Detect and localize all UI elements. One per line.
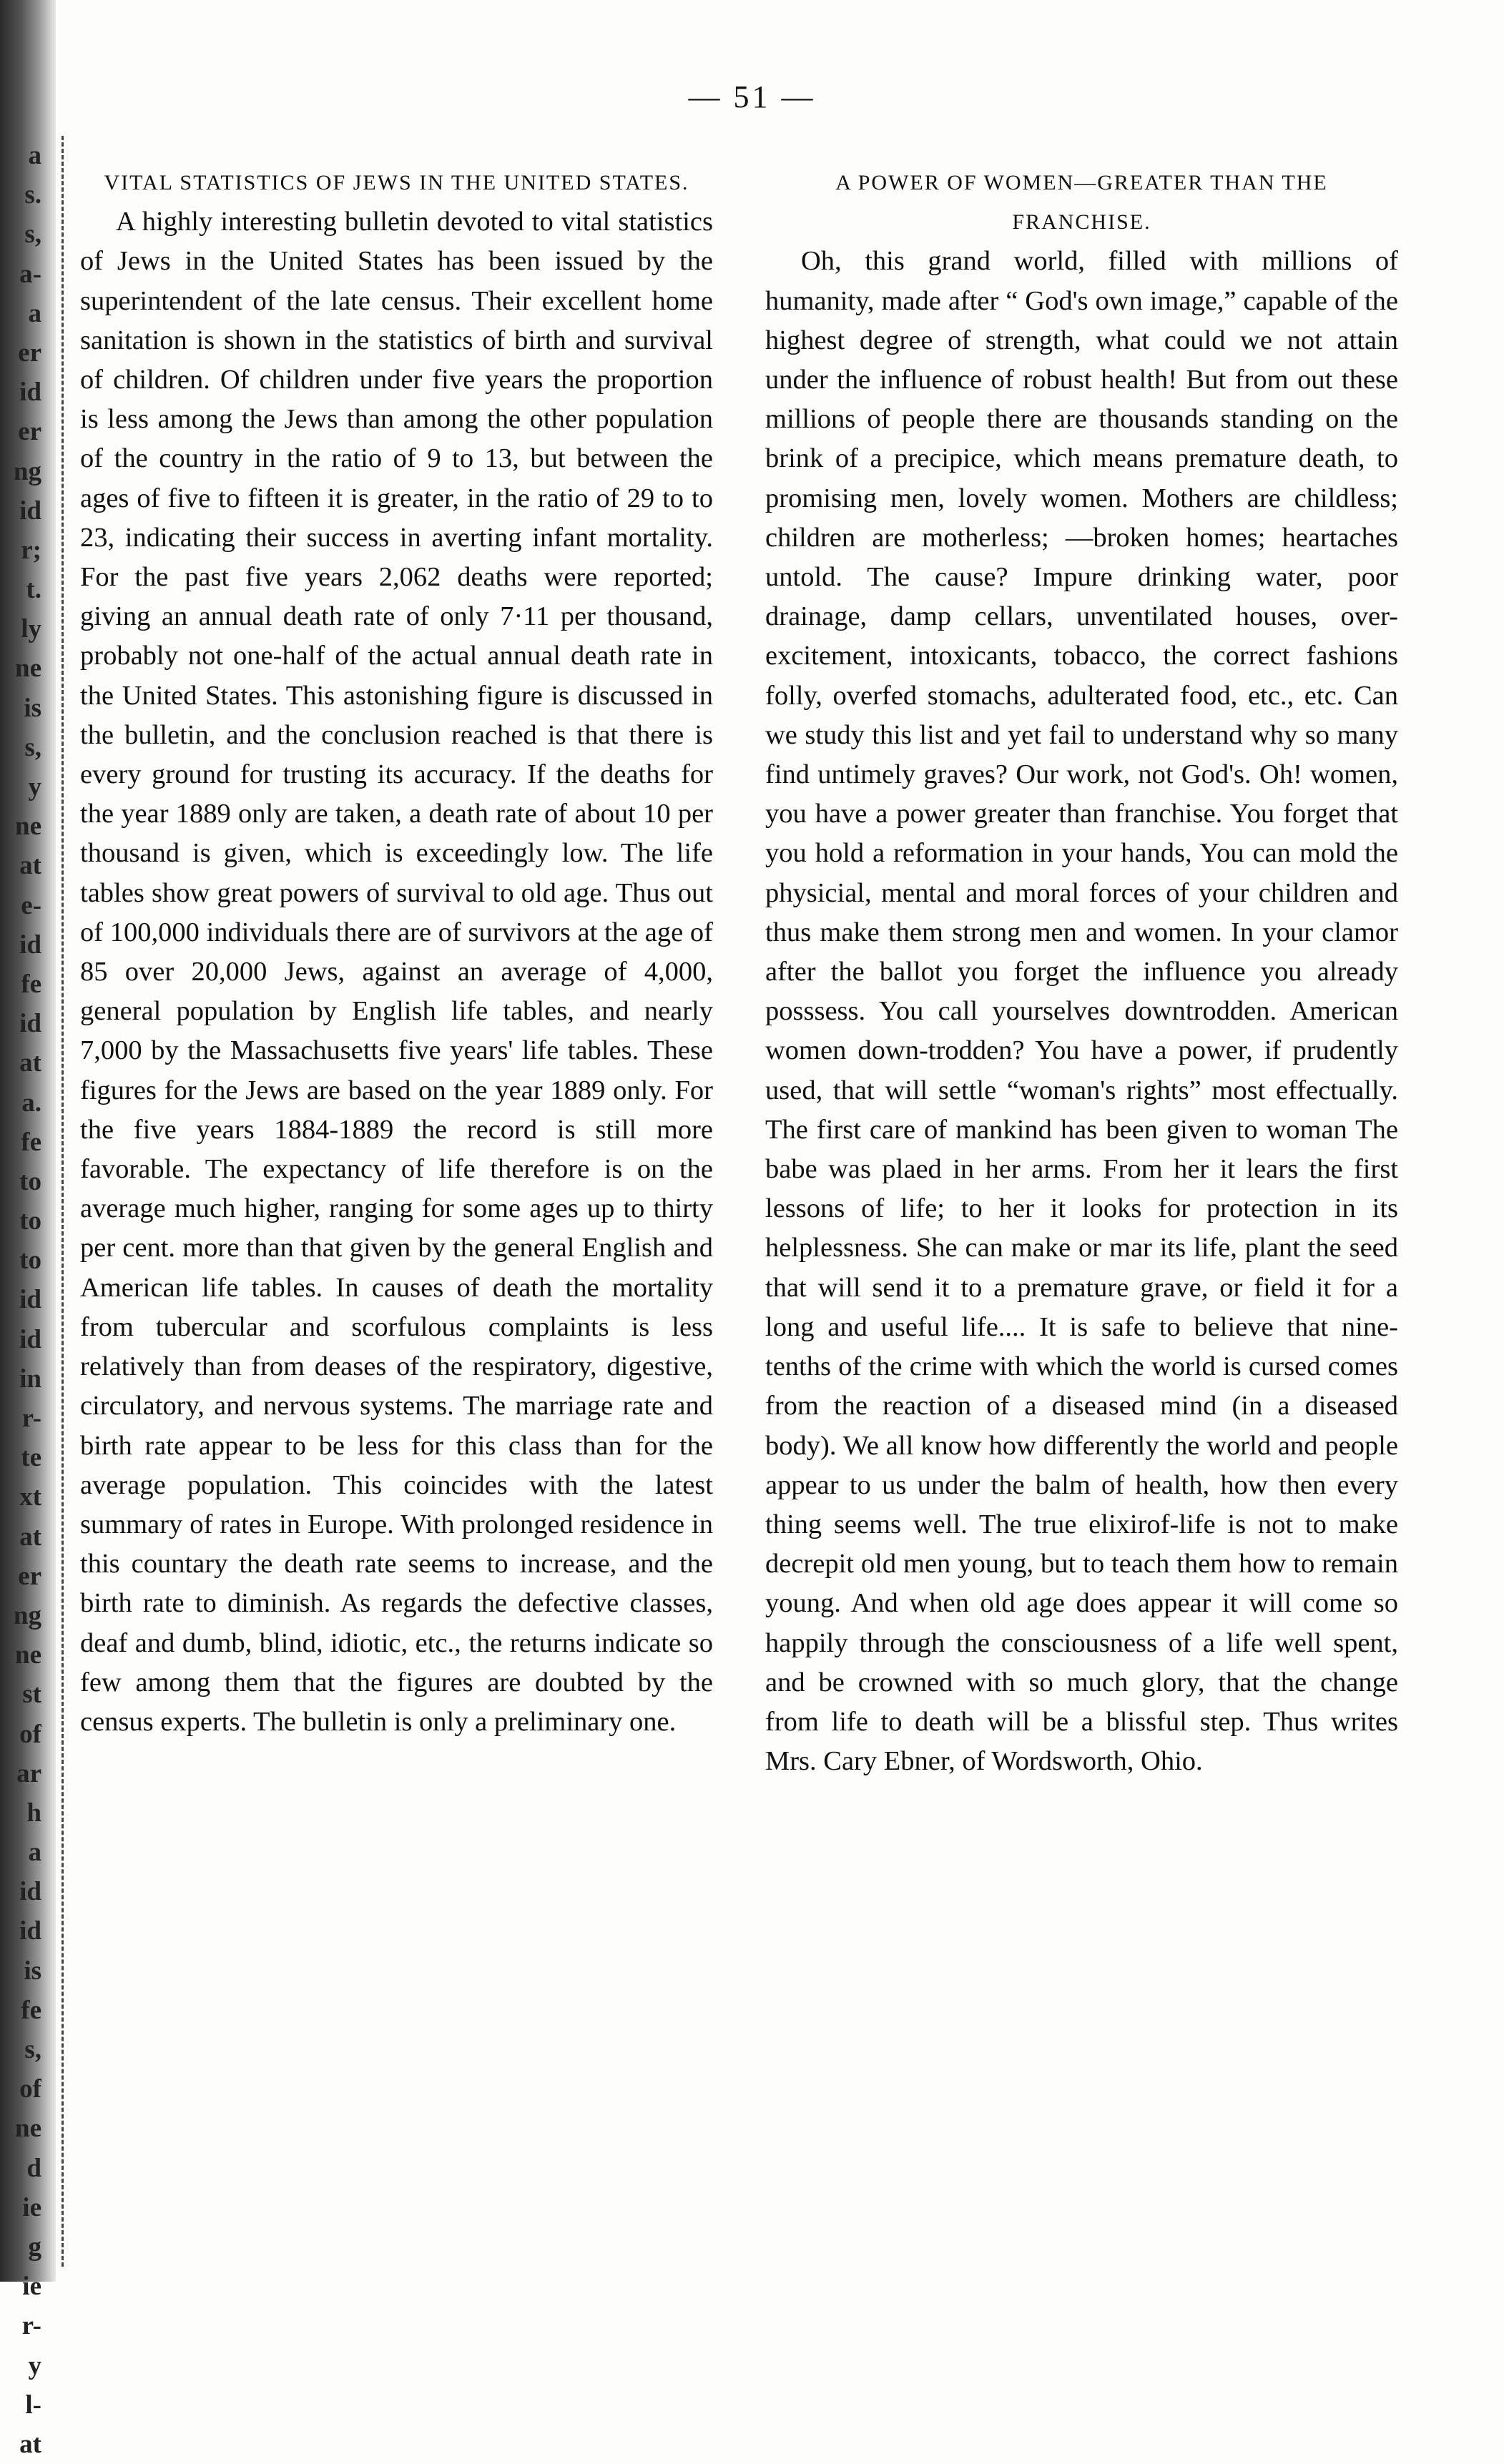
- right-article-body: Oh, this grand world, filled with millions of humanity, made after “ God's own image,” capable of the highest degree of strength, what could we not attain under the influence of robust health! But from out these millions of people there are thousands standing on the brink of a precipice, which means premature death, to promising men, lovely women. Mothers are childless; children are motherless; —broken homes; heartaches untold. The cause? Impure drinking water, poor drainage, damp cellars, unventilated houses, over-excitement, intoxicants, tobacco, the correct fashions folly, overfed stomachs, adulterated food, etc., etc. Can we study this list and yet fail to understand why so many find untimely graves? Our work, not God's. Oh! women, you have a power greater than franchise. You forget that you hold a reformation in your hands, You can mold the physicial, mental and moral forces of your children and thus make them strong men and women. In your clamor after the ballot you forget the influence you already posssess. You call yourselves downtrodden. American women down-trodden? You have a power, if prudently used, that will settle “woman's rights” most effectually. The first care of mankind has been given to woman The babe was plaed in her arms. From her it lears the first lessons of life; to her it looks for protection in its helplessness. She can make or mar its life, plant the seed that will send it to a premature grave, or field it for a long and useful life.... It is safe to believe that nine-tenths of the crime with which the world is cursed comes from the reaction of a diseased mind (in a diseased body). We all know how differently the world and people appear to us under the balm of health, how then every thing seems well. The true elixirof-life is not to make decrepit old men young, but to teach them how to remain young. And when old age does appear it will come so happily through the consciousness of a life well spent, and be crowned with so much glory, that the change from life to death will be a blissful step. Thus writes Mrs. Cary Ebner, of Wordsworth, Ohio.: [765, 246, 1398, 1777]
- right-article-title: A POWER OF WOMEN—GREATER THAN THE FRANCHISE.: [835, 171, 1328, 235]
- margin-fragment: fe: [21, 1127, 41, 1157]
- right-column: [765, 163, 1398, 1781]
- margin-fragment: r;: [21, 535, 41, 565]
- margin-fragment: ne: [15, 2114, 41, 2144]
- margin-fragment: y: [28, 772, 41, 802]
- margin-fragment: ng: [13, 456, 41, 486]
- margin-fragment: d: [26, 2153, 41, 2183]
- margin-fragment: a: [28, 141, 41, 170]
- margin-fragment: g: [28, 2232, 41, 2262]
- margin-fragment: h: [26, 1798, 41, 1828]
- margin-fragment: id: [19, 1877, 41, 1907]
- margin-fragment: fe: [21, 1995, 41, 2025]
- margin-fragment: s,: [24, 220, 41, 250]
- left-article-body: A highly interesting bulletin devoted to vital statistics of Jews in the United States has been issued by the superintendent of the late census. Their excellent home sanitation is shown in the statistics of birth and survival of children. Of children under five years the proportion is less among the Jews than among the other population of the country in the ratio of 9 to 13, but between the ages of five to fifteen it is greater, in the ratio of 29 to to 23, indicating their success in averting infant mortality. For the past five years 2,062 deaths were reported; giving an annual death rate of only 7·11 per thousand, probably not one-half of the actual annual death rate in the United States. This astonishing figure is discussed in the bulletin, and the conclusion reached is that there is every ground for trusting its accuracy. If the deaths for the year 1889 only are taken, a death rate of about 10 per thousand is given, which is exceedingly low. The life tables show great powers of survival to old age. Thus out of 100,000 individuals there are of survivors at the age of 85 over 20,000 Jews, against an average of 4,000, general population by English life tables, and nearly 7,000 by the Massachusetts five years' life tables. These figures for the Jews are based on the year 1889 only. For the five years 1884-1889 the record is still more favorable. The expectancy of life therefore is on the average much higher, ranging for some ages up to thirty per cent. more than that given by the general English and American life tables. In causes of death the mortality from tubercular and scorfulous complaints is less relatively than from deases of the respiratory, digestive, circulatory, and nervous systems. The marriage rate and birth rate appear to be less for this class than for the average population. This coincides with the latest summary of rates in Europe. With prolonged residence in this countary the death rate seems to increase, and the birth rate to diminish. As regards the defective classes, deaf and dumb, blind, idiotic, etc., the returns indicate so few among them that the figures are doubted by the census experts. The bulletin is only a preliminary one.: [80, 207, 713, 1737]
- page-number: — 51 —: [688, 79, 816, 114]
- margin-fragment: id: [19, 1285, 41, 1315]
- margin-fragment: l-: [25, 2390, 41, 2420]
- previous-page-margin-text: [4, 136, 41, 2464]
- margin-fragment: at: [19, 1048, 41, 1078]
- margin-fragment: in: [19, 1364, 41, 1394]
- column-rule: [62, 136, 71, 2267]
- margin-fragment: r-: [21, 1404, 41, 1433]
- margin-fragment: to: [19, 1246, 41, 1276]
- margin-fragment: to: [19, 1206, 41, 1236]
- margin-fragment: a-: [19, 259, 41, 289]
- margin-fragment: s,: [24, 732, 41, 762]
- margin-fragment: ie: [22, 2192, 41, 2222]
- margin-fragment: er: [18, 417, 41, 447]
- margin-fragment: er: [18, 1561, 41, 1591]
- margin-fragment: a: [28, 298, 41, 328]
- margin-fragment: is: [24, 693, 41, 723]
- margin-fragment: ne: [15, 1640, 41, 1670]
- margin-fragment: e-: [21, 890, 41, 920]
- margin-fragment: s,: [24, 2035, 41, 2064]
- margin-fragment: at: [19, 2429, 41, 2459]
- margin-fragment: ng: [13, 1600, 41, 1630]
- margin-fragment: id: [19, 496, 41, 526]
- margin-fragment: at: [19, 1522, 41, 1552]
- margin-fragment: ar: [16, 1758, 41, 1788]
- margin-fragment: id: [19, 378, 41, 408]
- margin-fragment: is: [24, 1956, 41, 1986]
- margin-fragment: ie: [22, 2272, 41, 2302]
- margin-fragment: te: [21, 1443, 41, 1473]
- margin-fragment: at: [19, 851, 41, 881]
- margin-fragment: er: [18, 337, 41, 368]
- left-column: [80, 163, 713, 1742]
- margin-fragment: r-: [21, 2311, 41, 2341]
- margin-fragment: a.: [21, 1088, 41, 1118]
- margin-fragment: of: [19, 1719, 41, 1749]
- margin-fragment: ne: [15, 812, 41, 842]
- margin-fragment: st: [22, 1680, 41, 1710]
- margin-fragment: xt: [19, 1482, 41, 1512]
- margin-fragment: ly: [21, 614, 41, 644]
- margin-fragment: id: [19, 1009, 41, 1039]
- margin-fragment: id: [19, 930, 41, 960]
- margin-fragment: fe: [21, 969, 41, 999]
- margin-fragment: to: [19, 1166, 41, 1196]
- margin-fragment: id: [19, 1324, 41, 1354]
- left-article-title: VITAL STATISTICS OF JEWS IN THE UNITED STATES.: [104, 171, 689, 194]
- margin-fragment: t.: [26, 575, 41, 605]
- margin-fragment: ne: [15, 654, 41, 684]
- margin-fragment: s.: [24, 180, 41, 210]
- margin-fragment: a: [28, 1838, 41, 1868]
- margin-fragment: id: [19, 1916, 41, 1946]
- margin-fragment: y: [28, 2350, 41, 2380]
- margin-fragment: of: [19, 2074, 41, 2104]
